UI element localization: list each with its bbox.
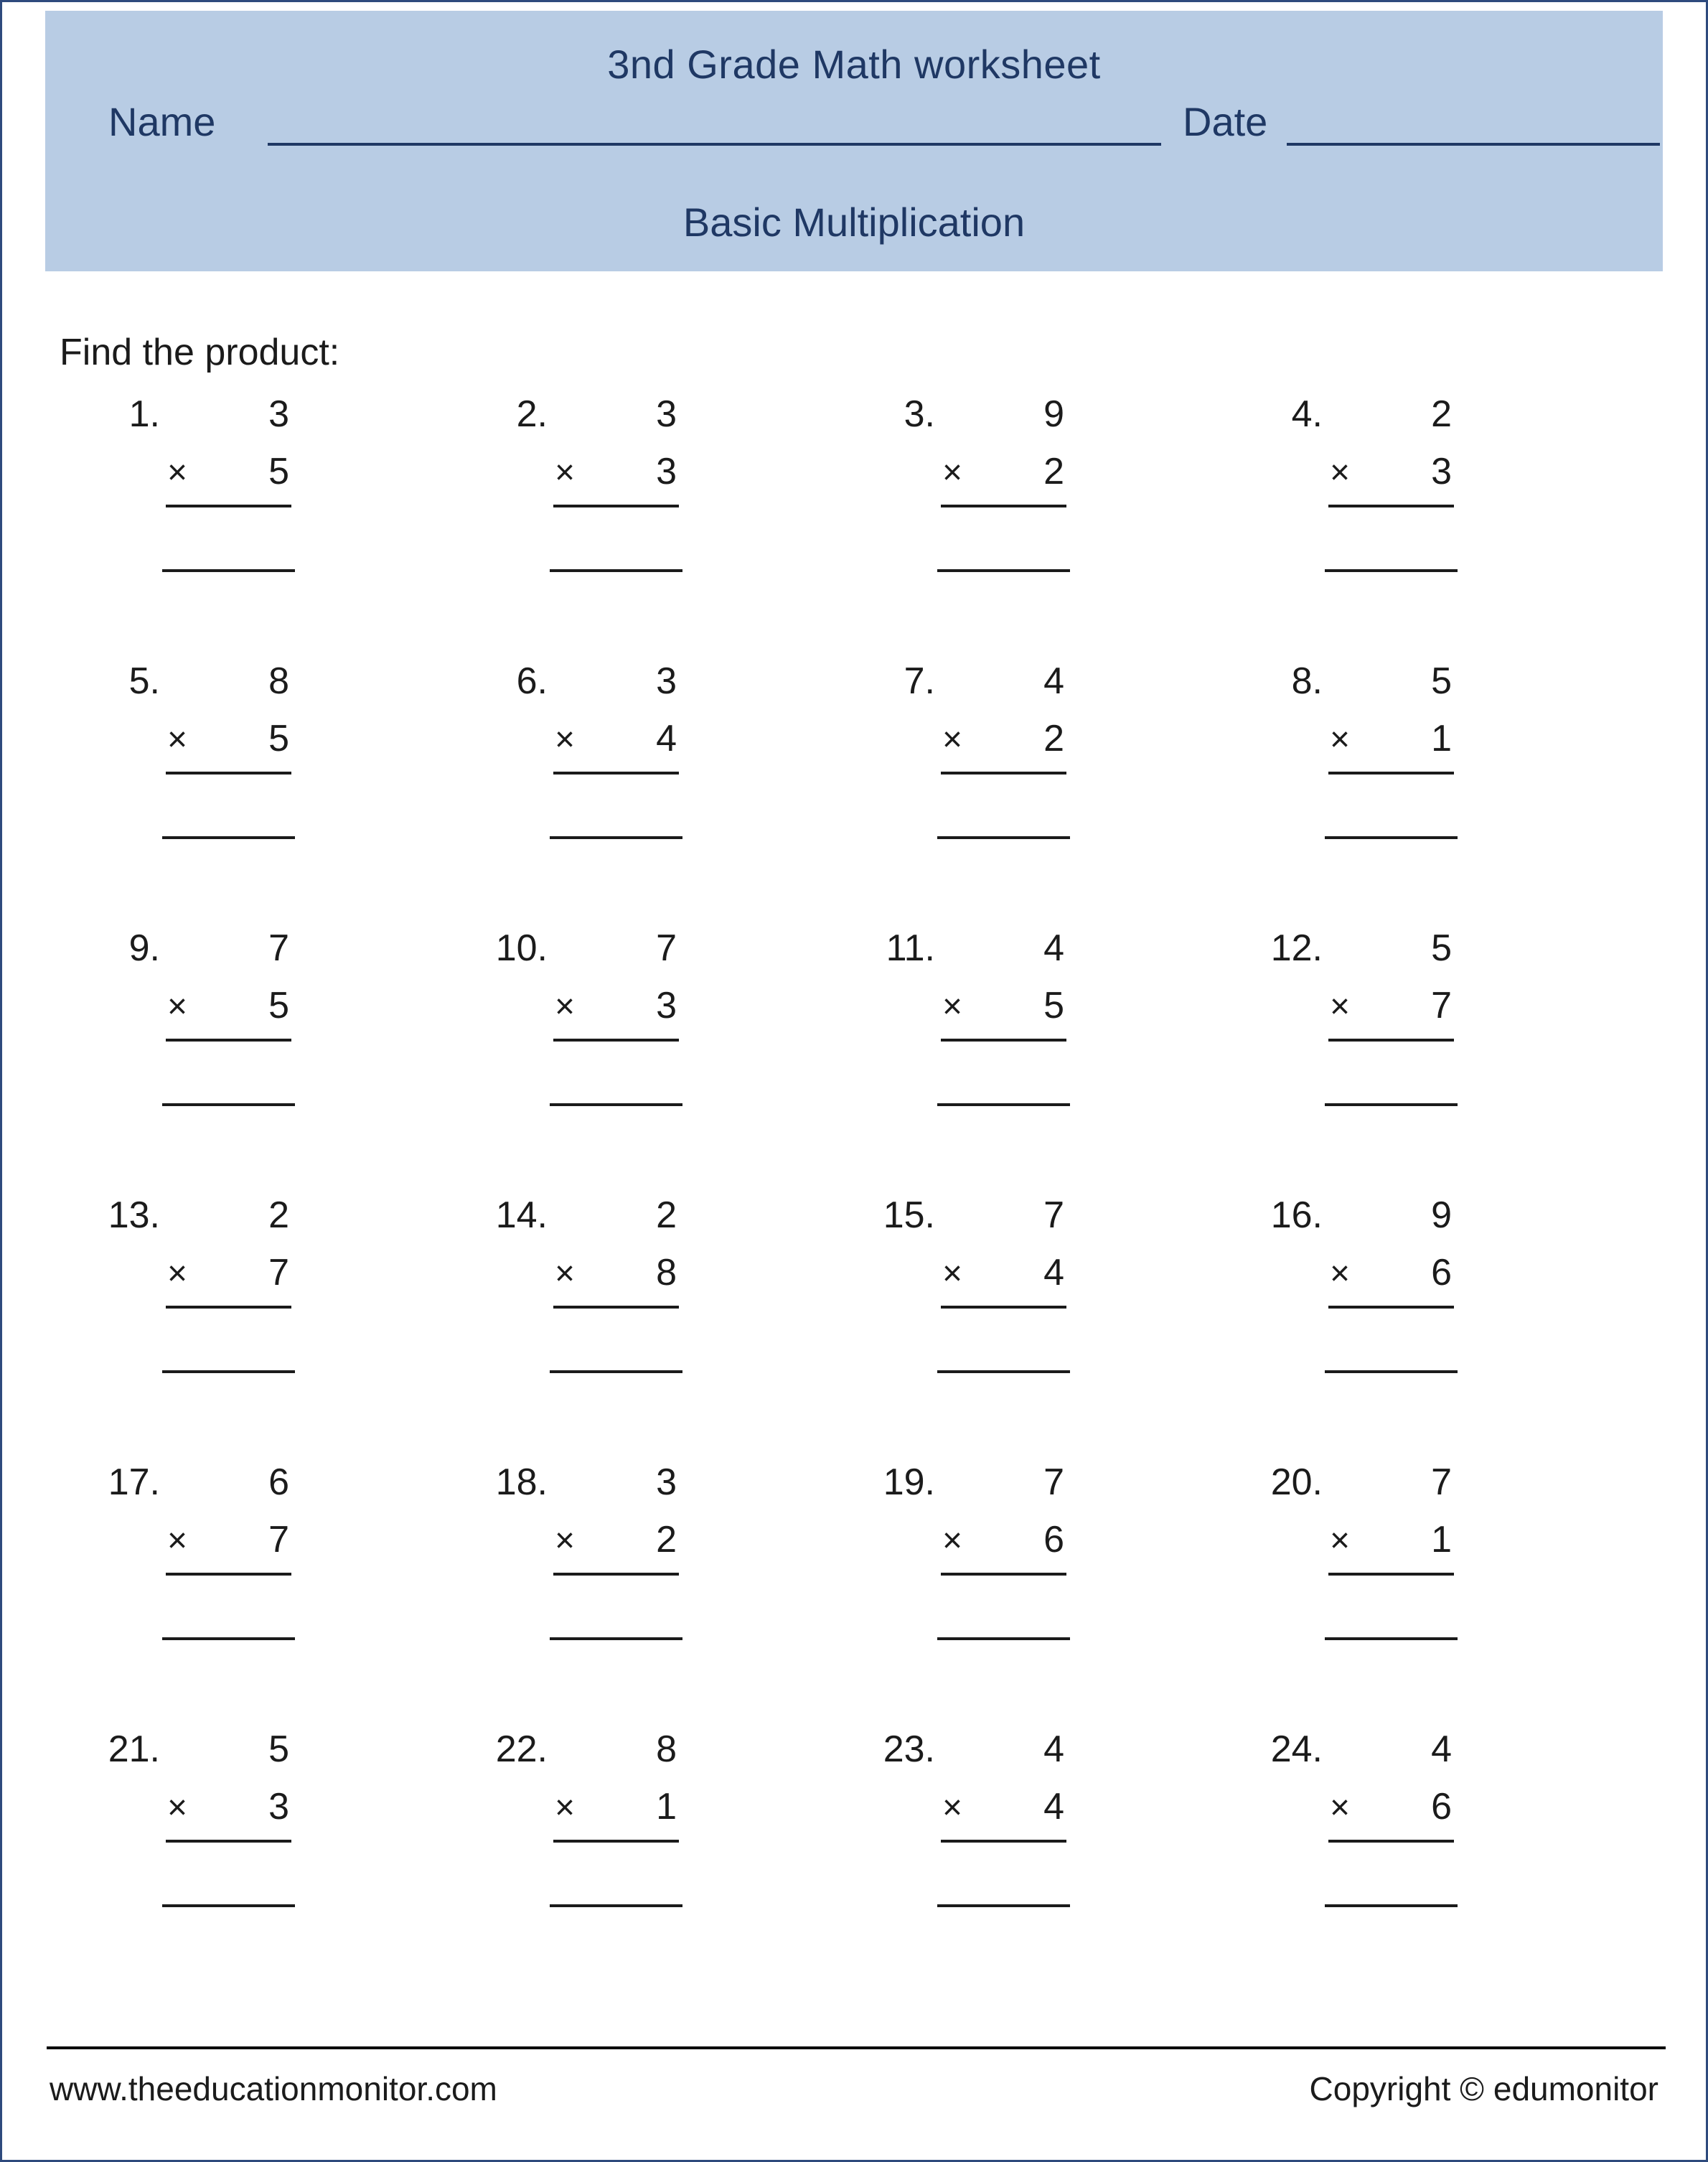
answer-blank[interactable] xyxy=(550,1904,682,1907)
problem-number: 16. xyxy=(1270,1194,1323,1236)
multiplication-sign-icon: × xyxy=(167,721,188,759)
answer-blank[interactable] xyxy=(937,836,1070,839)
problem-number: 8. xyxy=(1291,660,1323,702)
problem-row xyxy=(2,1191,1708,1458)
operand-bottom: 4 xyxy=(656,718,677,759)
problem-row xyxy=(2,390,1708,657)
footer-website[interactable]: www.theeducationmonitor.com xyxy=(50,2070,497,2107)
operand-top: 5 xyxy=(1431,927,1452,969)
date-label: Date xyxy=(1183,99,1268,144)
answer-blank[interactable] xyxy=(550,1370,682,1373)
multiplication-sign-icon: × xyxy=(555,1789,576,1827)
answer-blank[interactable] xyxy=(1325,569,1458,572)
operand-top: 2 xyxy=(268,1194,289,1236)
answer-blank[interactable] xyxy=(1325,1370,1458,1373)
operand-top: 3 xyxy=(268,393,289,435)
multiplication-sign-icon: × xyxy=(167,988,188,1026)
problem-number: 3. xyxy=(904,393,935,435)
answer-blank[interactable] xyxy=(162,1370,295,1373)
operand-bottom: 7 xyxy=(268,1252,289,1293)
problem-number: 15. xyxy=(883,1194,935,1236)
operand-top: 5 xyxy=(268,1728,289,1770)
operand-top: 5 xyxy=(1431,660,1452,702)
problem-rule xyxy=(166,505,291,507)
answer-blank[interactable] xyxy=(162,1904,295,1907)
problem-number: 11. xyxy=(886,927,935,969)
operand-top: 7 xyxy=(1043,1461,1064,1503)
operand-bottom: 3 xyxy=(656,451,677,492)
header-band xyxy=(45,11,1663,271)
multiplication-sign-icon: × xyxy=(1330,988,1351,1026)
operand-top: 4 xyxy=(1043,1728,1064,1770)
problem-item xyxy=(60,1725,451,1962)
operand-bottom: 5 xyxy=(268,451,289,492)
problem-item xyxy=(60,390,451,627)
problem-number: 10. xyxy=(495,927,548,969)
problem-row xyxy=(2,1458,1708,1725)
answer-blank[interactable] xyxy=(1325,1904,1458,1907)
operand-top: 7 xyxy=(656,927,677,969)
problem-number: 5. xyxy=(128,660,160,702)
problem-item xyxy=(835,924,1226,1161)
answer-blank[interactable] xyxy=(162,569,295,572)
operand-top: 3 xyxy=(656,660,677,702)
problem-item xyxy=(447,1458,838,1695)
multiplication-sign-icon: × xyxy=(555,1255,576,1293)
answer-blank[interactable] xyxy=(937,1103,1070,1106)
problem-number: 19. xyxy=(883,1461,935,1503)
operand-bottom: 6 xyxy=(1431,1786,1452,1828)
problem-rule xyxy=(1328,1573,1454,1576)
operand-top: 8 xyxy=(268,660,289,702)
problem-rule xyxy=(1328,1306,1454,1309)
multiplication-sign-icon: × xyxy=(1330,454,1351,492)
problem-item xyxy=(1222,1458,1613,1695)
problem-rule xyxy=(553,505,679,507)
operand-top: 3 xyxy=(656,1461,677,1503)
multiplication-sign-icon: × xyxy=(1330,1789,1351,1827)
problem-item xyxy=(60,1191,451,1428)
answer-blank[interactable] xyxy=(937,1904,1070,1907)
multiplication-sign-icon: × xyxy=(942,454,963,492)
problem-item xyxy=(60,657,451,894)
date-blank-line[interactable] xyxy=(1287,143,1660,146)
answer-blank[interactable] xyxy=(162,836,295,839)
problem-rule xyxy=(553,1039,679,1042)
operand-bottom: 1 xyxy=(656,1786,677,1828)
problem-rule xyxy=(1328,772,1454,775)
worksheet-title: 3nd Grade Math worksheet xyxy=(607,42,1101,87)
footer-divider xyxy=(47,2046,1666,2049)
problem-number: 17. xyxy=(108,1461,160,1503)
operand-bottom: 1 xyxy=(1431,1519,1452,1560)
operand-top: 3 xyxy=(656,393,677,435)
operand-bottom: 2 xyxy=(1043,451,1064,492)
operand-top: 7 xyxy=(268,927,289,969)
problem-rule xyxy=(941,505,1066,507)
operand-bottom: 2 xyxy=(656,1519,677,1560)
problem-number: 14. xyxy=(495,1194,548,1236)
problem-rule xyxy=(166,1306,291,1309)
problem-number: 7. xyxy=(904,660,935,702)
operand-top: 9 xyxy=(1431,1194,1452,1236)
problem-rule xyxy=(941,1573,1066,1576)
problem-rule xyxy=(553,1573,679,1576)
problem-rule xyxy=(553,1306,679,1309)
operand-bottom: 3 xyxy=(268,1786,289,1828)
answer-blank[interactable] xyxy=(937,1637,1070,1640)
operand-bottom: 8 xyxy=(656,1252,677,1293)
problem-item xyxy=(1222,1191,1613,1428)
problem-number: 21. xyxy=(108,1728,160,1770)
operand-top: 4 xyxy=(1431,1728,1452,1770)
problem-number: 20. xyxy=(1270,1461,1323,1503)
multiplication-sign-icon: × xyxy=(555,988,576,1026)
answer-blank[interactable] xyxy=(550,1637,682,1640)
problem-rule xyxy=(553,1840,679,1843)
problem-rule xyxy=(941,772,1066,775)
problem-item xyxy=(1222,924,1613,1161)
problem-item xyxy=(835,1725,1226,1962)
problem-item xyxy=(1222,390,1613,627)
multiplication-sign-icon: × xyxy=(167,1522,188,1560)
problem-row xyxy=(2,657,1708,924)
operand-top: 2 xyxy=(1431,393,1452,435)
problem-number: 2. xyxy=(516,393,548,435)
problem-item xyxy=(60,1458,451,1695)
problem-rule xyxy=(166,1039,291,1042)
problem-rule xyxy=(941,1306,1066,1309)
operand-top: 8 xyxy=(656,1728,677,1770)
answer-blank[interactable] xyxy=(550,569,682,572)
problem-number: 6. xyxy=(516,660,548,702)
operand-bottom: 7 xyxy=(268,1519,289,1560)
operand-bottom: 2 xyxy=(1043,718,1064,759)
problem-item xyxy=(1222,657,1613,894)
answer-blank[interactable] xyxy=(162,1103,295,1106)
operand-top: 6 xyxy=(268,1461,289,1503)
multiplication-sign-icon: × xyxy=(1330,1255,1351,1293)
operand-bottom: 5 xyxy=(268,718,289,759)
problem-rule xyxy=(166,772,291,775)
footer-copyright: Copyright © edumonitor xyxy=(1309,2070,1658,2107)
problem-number: 18. xyxy=(495,1461,548,1503)
name-blank-line[interactable] xyxy=(268,143,1161,146)
operand-bottom: 5 xyxy=(1043,985,1064,1026)
problem-number: 13. xyxy=(108,1194,160,1236)
operand-top: 4 xyxy=(1043,660,1064,702)
problem-row xyxy=(2,924,1708,1191)
operand-bottom: 4 xyxy=(1043,1252,1064,1293)
operand-bottom: 7 xyxy=(1431,985,1452,1026)
operand-top: 2 xyxy=(656,1194,677,1236)
operand-bottom: 1 xyxy=(1431,718,1452,759)
operand-bottom: 5 xyxy=(268,985,289,1026)
multiplication-sign-icon: × xyxy=(942,1255,963,1293)
answer-blank[interactable] xyxy=(1325,1637,1458,1640)
operand-top: 9 xyxy=(1043,393,1064,435)
problem-item xyxy=(60,924,451,1161)
instruction-text: Find the product: xyxy=(60,332,340,373)
problem-item xyxy=(447,1725,838,1962)
problem-item xyxy=(835,657,1226,894)
multiplication-sign-icon: × xyxy=(167,1789,188,1827)
problem-number: 24. xyxy=(1270,1728,1323,1770)
answer-blank[interactable] xyxy=(937,569,1070,572)
multiplication-sign-icon: × xyxy=(555,721,576,759)
name-label: Name xyxy=(108,99,216,144)
operand-bottom: 3 xyxy=(656,985,677,1026)
multiplication-sign-icon: × xyxy=(942,1789,963,1827)
answer-blank[interactable] xyxy=(550,1103,682,1106)
multiplication-sign-icon: × xyxy=(1330,1522,1351,1560)
multiplication-sign-icon: × xyxy=(942,1522,963,1560)
problem-rule xyxy=(941,1840,1066,1843)
problem-number: 4. xyxy=(1291,393,1323,435)
problem-rule xyxy=(1328,1840,1454,1843)
operand-bottom: 6 xyxy=(1431,1252,1452,1293)
operand-top: 4 xyxy=(1043,927,1064,969)
operand-bottom: 3 xyxy=(1431,451,1452,492)
problem-item xyxy=(835,1458,1226,1695)
problem-rule xyxy=(166,1840,291,1843)
problem-item xyxy=(447,657,838,894)
name-date-row xyxy=(74,98,1638,149)
multiplication-sign-icon: × xyxy=(942,721,963,759)
problem-item xyxy=(1222,1725,1613,1962)
operand-bottom: 6 xyxy=(1043,1519,1064,1560)
multiplication-sign-icon: × xyxy=(555,454,576,492)
problem-rule xyxy=(166,1573,291,1576)
answer-blank[interactable] xyxy=(1325,836,1458,839)
operand-top: 7 xyxy=(1043,1194,1064,1236)
problem-rule xyxy=(553,772,679,775)
problem-item xyxy=(447,390,838,627)
multiplication-sign-icon: × xyxy=(942,988,963,1026)
problem-number: 22. xyxy=(495,1728,548,1770)
problem-rule xyxy=(1328,1039,1454,1042)
answer-blank[interactable] xyxy=(937,1370,1070,1373)
operand-bottom: 4 xyxy=(1043,1786,1064,1828)
multiplication-sign-icon: × xyxy=(167,454,188,492)
operand-top: 7 xyxy=(1431,1461,1452,1503)
problems-grid xyxy=(2,390,1708,1992)
problem-item xyxy=(835,390,1226,627)
problem-number: 1. xyxy=(128,393,160,435)
multiplication-sign-icon: × xyxy=(167,1255,188,1293)
problem-row xyxy=(2,1725,1708,1992)
multiplication-sign-icon: × xyxy=(1330,721,1351,759)
answer-blank[interactable] xyxy=(162,1637,295,1640)
problem-item xyxy=(447,924,838,1161)
multiplication-sign-icon: × xyxy=(555,1522,576,1560)
problem-rule xyxy=(941,1039,1066,1042)
problem-rule xyxy=(1328,505,1454,507)
problem-number: 23. xyxy=(883,1728,935,1770)
worksheet-subtitle: Basic Multiplication xyxy=(682,200,1026,245)
answer-blank[interactable] xyxy=(550,836,682,839)
problem-number: 12. xyxy=(1270,927,1323,969)
problem-number: 9. xyxy=(128,927,160,969)
problem-item xyxy=(447,1191,838,1428)
problem-item xyxy=(835,1191,1226,1428)
answer-blank[interactable] xyxy=(1325,1103,1458,1106)
